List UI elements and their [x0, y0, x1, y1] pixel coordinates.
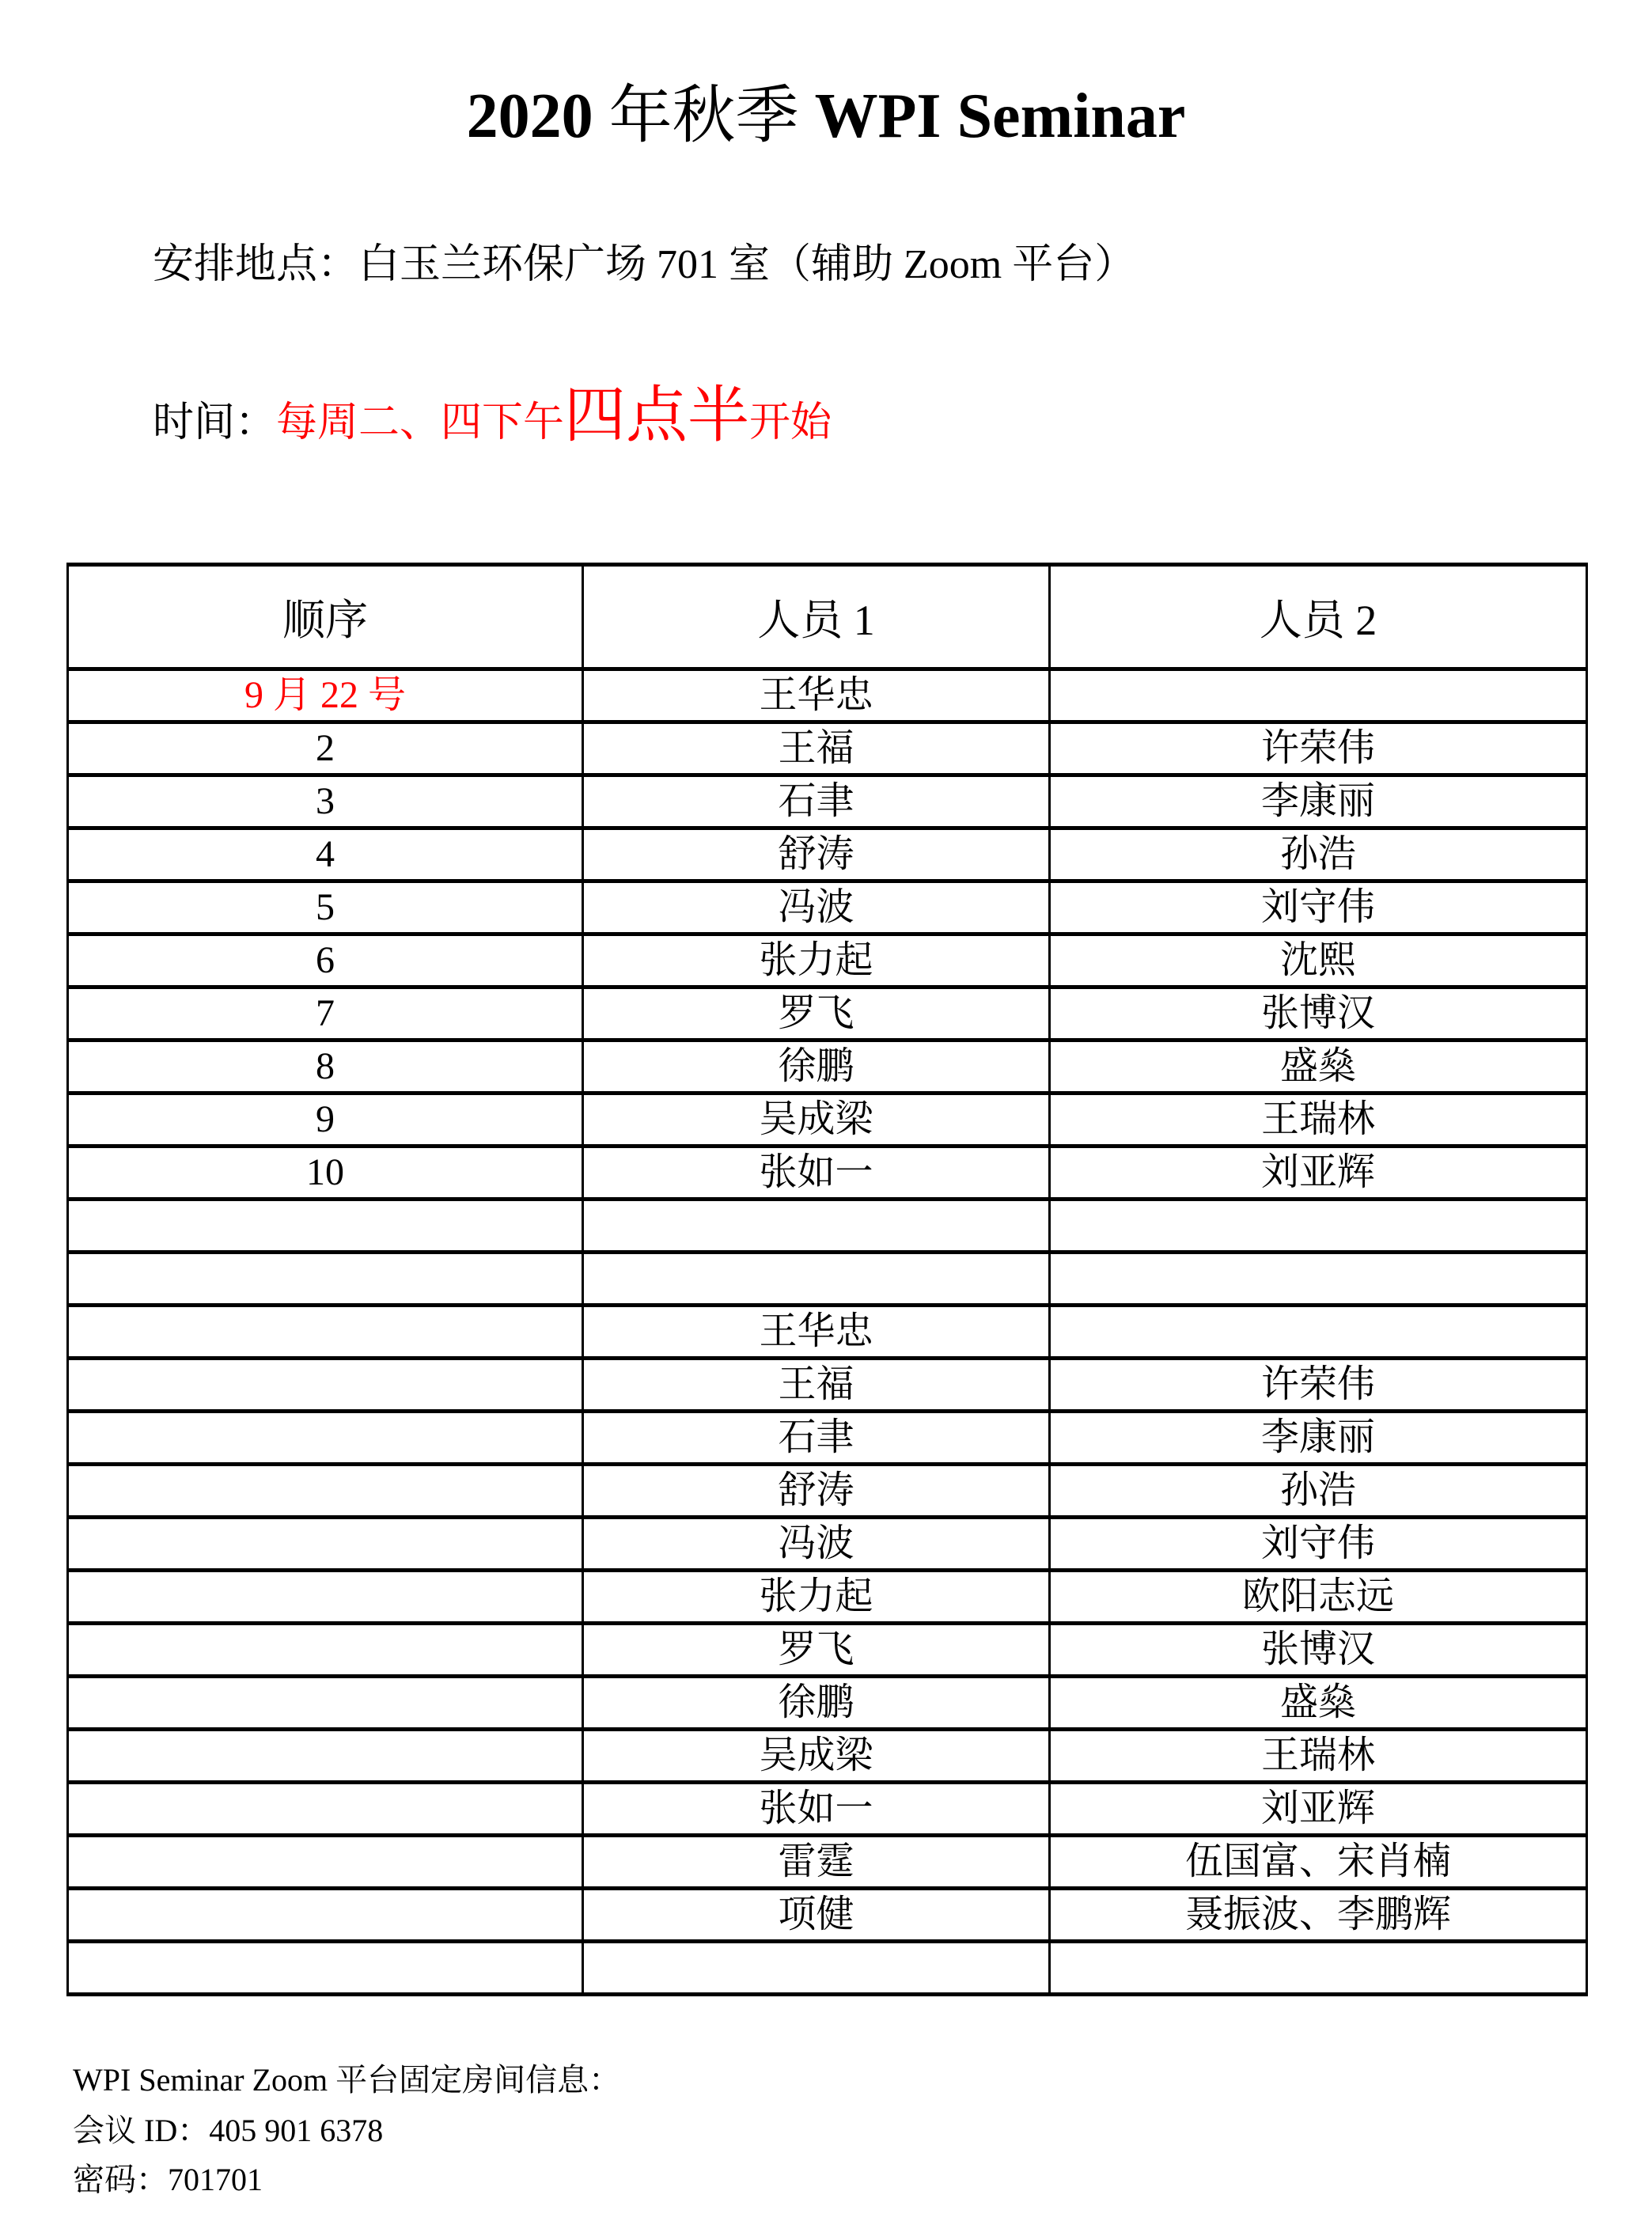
- table-row: [68, 1147, 1587, 1200]
- location-label: 安排地点：: [153, 242, 359, 287]
- table-row: [68, 1571, 1587, 1624]
- table-row: [68, 881, 1587, 934]
- person-2-cell: [1050, 1942, 1587, 1995]
- person-1-cell: 张如一: [583, 1147, 1050, 1200]
- header-person-1: 人员 1: [583, 565, 1050, 669]
- person-2-cell: [1050, 1253, 1587, 1306]
- order-cell: [68, 1518, 583, 1571]
- person-1-cell: 王华忠: [583, 669, 1050, 722]
- order-cell: [68, 1571, 583, 1624]
- order-cell: 9 月 22 号: [68, 669, 583, 722]
- location-value: 白玉兰环保广场 701 室（辅助 Zoom 平台）: [358, 242, 1136, 287]
- table-row: [68, 1040, 1587, 1094]
- table-row: [68, 722, 1587, 775]
- table-row: [68, 1306, 1587, 1359]
- person-2-cell: 刘守伟: [1050, 881, 1587, 934]
- person-2-cell: 许荣伟: [1050, 1359, 1587, 1412]
- person-2-cell: 张博汉: [1050, 987, 1587, 1040]
- person-2-cell: 张博汉: [1050, 1624, 1587, 1677]
- header-order: 顺序: [68, 565, 583, 669]
- person-1-cell: 舒涛: [583, 1465, 1050, 1518]
- order-cell: 10: [68, 1147, 583, 1200]
- person-1-cell: 罗飞: [583, 987, 1050, 1040]
- order-cell: 2: [68, 722, 583, 775]
- person-1-cell: 张力起: [583, 1571, 1050, 1624]
- table-header-row: [68, 565, 1587, 669]
- order-cell: [68, 1306, 583, 1359]
- person-2-cell: 伍国富、宋肖楠: [1050, 1836, 1587, 1889]
- order-cell: 3: [68, 775, 583, 828]
- person-2-cell: [1050, 1200, 1587, 1253]
- person-1-cell: 石聿: [583, 775, 1050, 828]
- person-2-cell: 盛燊: [1050, 1677, 1587, 1730]
- person-1-cell: 徐鹏: [583, 1040, 1050, 1094]
- person-1-cell: 王华忠: [583, 1306, 1050, 1359]
- order-cell: [68, 1253, 583, 1306]
- time-line: [153, 381, 832, 451]
- order-cell: [68, 1942, 583, 1995]
- table-row: [68, 1889, 1587, 1942]
- page-title: [0, 73, 1652, 160]
- time-suffix: 开始: [749, 400, 832, 445]
- order-cell: [68, 1412, 583, 1465]
- time-label: 时间：: [153, 400, 277, 445]
- title-year: 2020: [466, 81, 593, 151]
- schedule-table: [66, 563, 1588, 1996]
- person-2-cell: [1050, 1306, 1587, 1359]
- order-cell: [68, 1783, 583, 1836]
- person-2-cell: 刘亚辉: [1050, 1147, 1587, 1200]
- person-1-cell: 冯波: [583, 1518, 1050, 1571]
- table-row: [68, 1518, 1587, 1571]
- table-row: [68, 1200, 1587, 1253]
- order-cell: [68, 1677, 583, 1730]
- table-row: [68, 828, 1587, 881]
- header-person-2: 人员 2: [1050, 565, 1587, 669]
- location-line: [153, 237, 1135, 293]
- order-cell: [68, 1200, 583, 1253]
- order-cell: [68, 1889, 583, 1942]
- person-2-cell: 许荣伟: [1050, 722, 1587, 775]
- person-1-cell: 雷霆: [583, 1836, 1050, 1889]
- table-row: [68, 1836, 1587, 1889]
- person-2-cell: 沈熙: [1050, 934, 1587, 987]
- order-cell: 6: [68, 934, 583, 987]
- person-1-cell: 张力起: [583, 934, 1050, 987]
- order-cell: 8: [68, 1040, 583, 1094]
- table-row: [68, 1624, 1587, 1677]
- person-1-cell: 张如一: [583, 1783, 1050, 1836]
- table-row: [68, 1412, 1587, 1465]
- person-1-cell: 冯波: [583, 881, 1050, 934]
- table-row: [68, 1094, 1587, 1147]
- person-2-cell: 孙浩: [1050, 828, 1587, 881]
- person-1-cell: [583, 1253, 1050, 1306]
- person-2-cell: 刘守伟: [1050, 1518, 1587, 1571]
- title-seminar: WPI Seminar: [814, 81, 1186, 151]
- person-2-cell: 李康丽: [1050, 775, 1587, 828]
- person-1-cell: [583, 1200, 1050, 1253]
- zoom-room-info-label: WPI Seminar Zoom 平台固定房间信息：: [73, 2062, 621, 2098]
- person-1-cell: 吴成梁: [583, 1094, 1050, 1147]
- title-season: 年秋季: [608, 81, 799, 151]
- person-1-cell: 舒涛: [583, 828, 1050, 881]
- person-2-cell: [1050, 669, 1587, 722]
- person-2-cell: 孙浩: [1050, 1465, 1587, 1518]
- person-2-cell: 刘亚辉: [1050, 1783, 1587, 1836]
- order-cell: 4: [68, 828, 583, 881]
- order-cell: [68, 1836, 583, 1889]
- order-cell: 7: [68, 987, 583, 1040]
- table-row: [68, 987, 1587, 1040]
- person-1-cell: 王福: [583, 1359, 1050, 1412]
- order-cell: [68, 1624, 583, 1677]
- table-row: [68, 934, 1587, 987]
- time-prefix: 每周二、四下午: [276, 400, 565, 445]
- person-1-cell: 吴成梁: [583, 1730, 1050, 1783]
- person-2-cell: 王瑞林: [1050, 1094, 1587, 1147]
- meeting-id: 会议 ID：405 901 6378: [73, 2113, 384, 2148]
- person-1-cell: 石聿: [583, 1412, 1050, 1465]
- person-2-cell: 盛燊: [1050, 1040, 1587, 1094]
- table-row: [68, 1253, 1587, 1306]
- person-1-cell: 徐鹏: [583, 1677, 1050, 1730]
- order-cell: 5: [68, 881, 583, 934]
- table-row: [68, 1359, 1587, 1412]
- meeting-password: 密码：701701: [73, 2162, 263, 2197]
- person-1-cell: 项健: [583, 1889, 1050, 1942]
- person-1-cell: 罗飞: [583, 1624, 1050, 1677]
- table-row: [68, 1942, 1587, 1995]
- person-2-cell: 聂振波、李鹏辉: [1050, 1889, 1587, 1942]
- order-cell: 9: [68, 1094, 583, 1147]
- order-cell: [68, 1359, 583, 1412]
- person-1-cell: 王福: [583, 722, 1050, 775]
- time-emphasis: 四点半: [564, 381, 750, 449]
- table-row: [68, 1730, 1587, 1783]
- person-1-cell: [583, 1942, 1050, 1995]
- table-row: [68, 1465, 1587, 1518]
- order-cell: [68, 1465, 583, 1518]
- table-row: [68, 1677, 1587, 1730]
- person-2-cell: 欧阳志远: [1050, 1571, 1587, 1624]
- person-2-cell: 王瑞林: [1050, 1730, 1587, 1783]
- table-row: [68, 1783, 1587, 1836]
- table-row: [68, 669, 1587, 722]
- person-2-cell: 李康丽: [1050, 1412, 1587, 1465]
- table-row: [68, 775, 1587, 828]
- order-cell: [68, 1730, 583, 1783]
